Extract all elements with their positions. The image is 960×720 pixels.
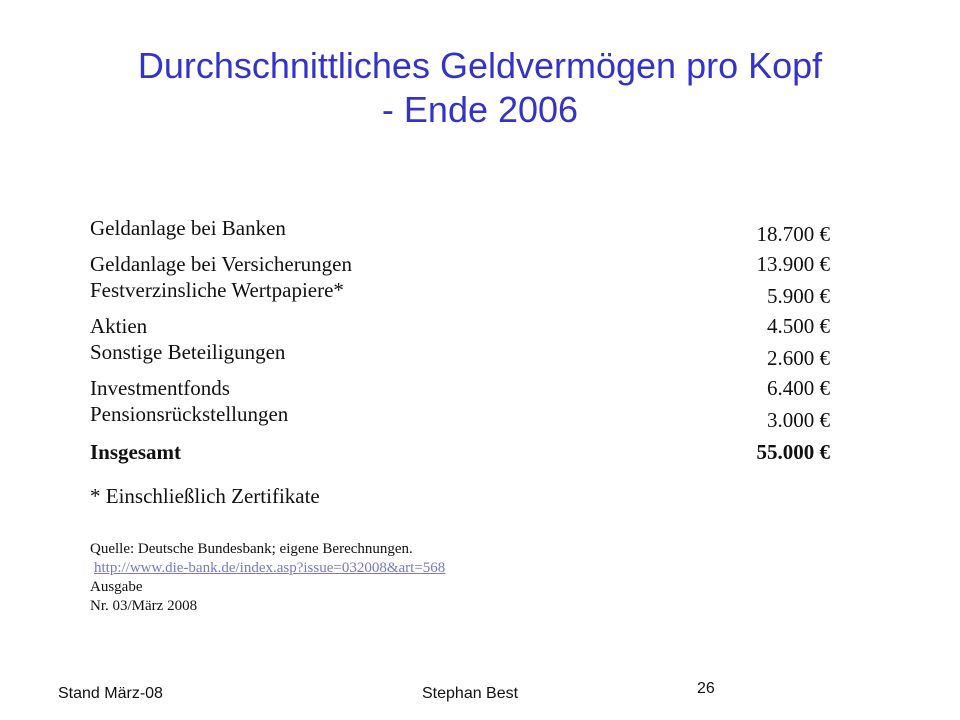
slide-title [60, 44, 900, 132]
footer-author: Stephan Best [422, 685, 519, 702]
row-label: Geldanlage bei Banken [90, 216, 286, 240]
title-line-1: Durchschnittliches Geldvermögen pro Kopf [137, 45, 823, 86]
row-amount: 18.700 € [756, 222, 830, 246]
row-label: Geldanlage bei Versicherungen [90, 252, 353, 276]
row-label: Pensionsrückstellungen [90, 402, 289, 426]
table-row [90, 278, 830, 308]
issue-number: Nr. 03/März 2008 [90, 598, 198, 614]
table-row [90, 216, 830, 246]
footnote: * Einschließlich Zertifikate [90, 484, 320, 508]
row-amount: 3.000 € [767, 408, 830, 432]
row-amount: 4.500 € [767, 314, 830, 338]
row-label: Sonstige Beteiligungen [90, 340, 286, 364]
total-label: Insgesamt [90, 440, 182, 464]
row-amount: 5.900 € [767, 284, 830, 308]
source-text: Quelle: Deutsche Bundesbank; eigene Berechnungen. [90, 541, 413, 557]
source-link[interactable]: http://www.die-bank.de/index.asp?issue=032008&art=568 [94, 560, 446, 576]
row-label: Investmentfonds [90, 376, 230, 400]
row-amount: 6.400 € [767, 376, 830, 400]
title-line-2: - Ende 2006 [381, 89, 579, 130]
source-block [90, 540, 445, 616]
page-number: 26 [697, 680, 715, 697]
row-amount: 2.600 € [767, 346, 830, 370]
issue-label: Ausgabe [90, 579, 143, 595]
table-row [90, 340, 830, 370]
row-label: Festverzinsliche Wertpapiere* [90, 278, 344, 302]
table-total-row [90, 440, 830, 470]
total-amount: 55.000 € [756, 440, 830, 464]
row-label: Aktien [90, 314, 148, 338]
row-amount: 13.900 € [756, 252, 830, 276]
table-row [90, 402, 830, 432]
footer-date: Stand März-08 [58, 685, 163, 702]
